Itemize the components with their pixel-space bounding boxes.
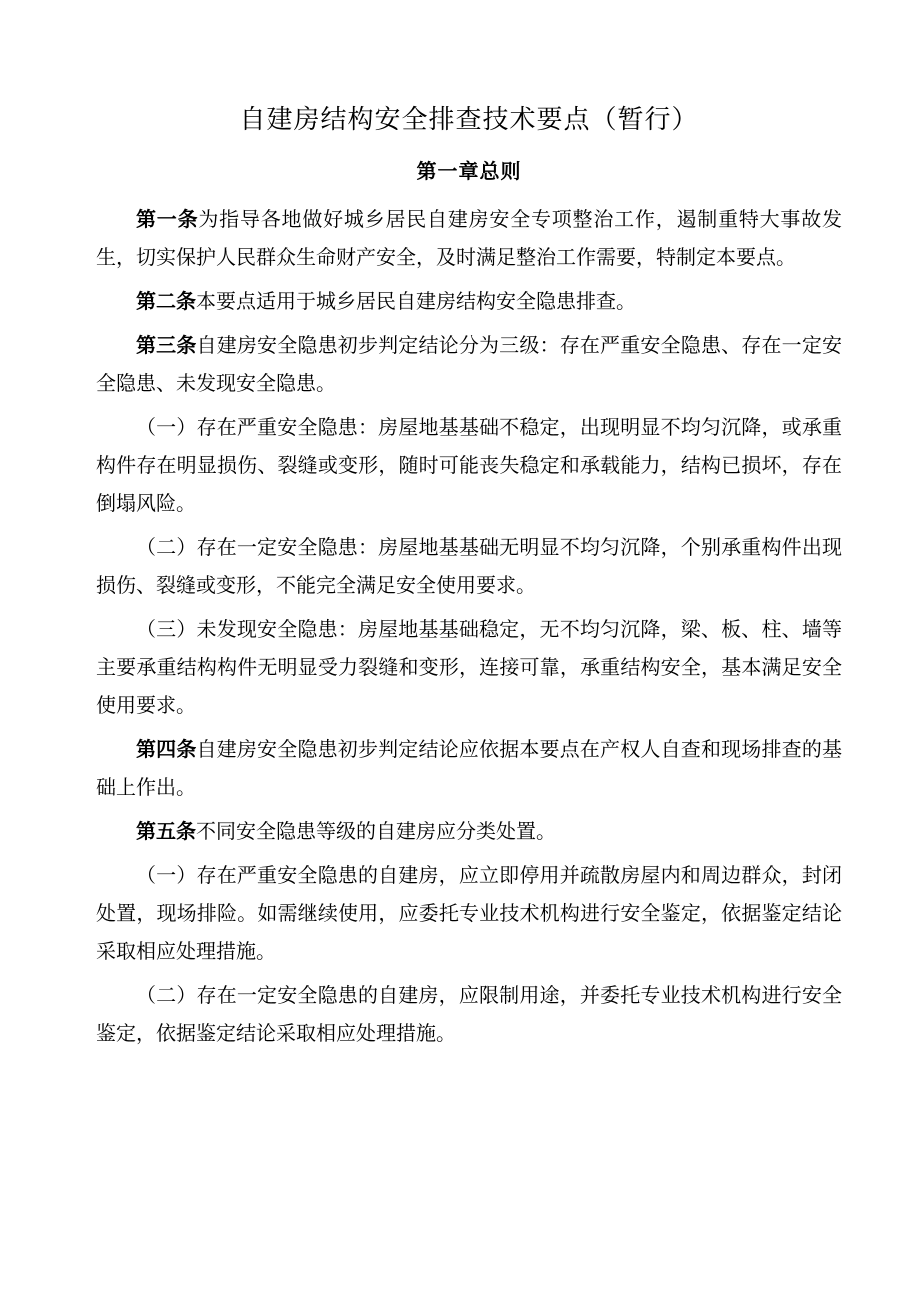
article-5-item-2: [96, 976, 842, 1052]
article-text: 为指导各地做好城乡居民自建房安全专项整治工作，遏制重特大事故发生，切实保护人民群众生命财产安全，及时满足整治工作需要，特制定本要点。: [96, 207, 843, 269]
article-3-item-1: [96, 408, 842, 522]
article-label: 第二条: [136, 289, 196, 313]
item-text: （二）存在一定安全隐患：房屋地基基础无明显不均匀沉降，个别承重构件出现损伤、裂缝或变形，不能完全满足安全使用要求。: [96, 535, 842, 597]
item-text: （一）存在严重安全隐患：房屋地基基础不稳定，出现明显不均匀沉降，或承重构件存在明显损伤、裂缝或变形，随时可能丧失稳定和承载能力，结构已损坏，存在倒塌风险。: [96, 415, 842, 515]
document-page: [96, 98, 842, 1058]
article-text: 自建房安全隐患初步判定结论分为三级：存在严重安全隐患、存在一定安全隐患、未发现安全隐患。: [96, 333, 843, 395]
item-text: （二）存在一定安全隐患的自建房，应限制用途，并委托专业技术机构进行安全鉴定，依据鉴定结论采取相应处理措施。: [96, 983, 842, 1045]
article-4: [96, 730, 842, 806]
article-3-item-2: [96, 528, 842, 604]
article-5-item-1: [96, 856, 842, 970]
chapter-title: 第一章总则: [416, 159, 522, 183]
article-label: 第一条: [136, 207, 199, 231]
article-1: [96, 200, 842, 276]
article-text: 不同安全隐患等级的自建房应分类处置。: [196, 819, 556, 843]
article-label: 第四条: [136, 737, 197, 761]
article-label: 第五条: [136, 819, 196, 843]
article-2: [96, 282, 842, 320]
item-text: （三）未发现安全隐患：房屋地基基础稳定，无不均匀沉降，梁、板、柱、墙等主要承重结构构件无明显受力裂缝和变形，连接可靠，承重结构安全，基本满足安全使用要求。: [96, 617, 842, 717]
article-3-item-3: [96, 610, 842, 724]
item-text: （一）存在严重安全隐患的自建房，应立即停用并疏散房屋内和周边群众，封闭处置，现场排险。如需继续使用，应委托专业技术机构进行安全鉴定，依据鉴定结论采取相应处理措施。: [96, 863, 842, 963]
article-3: [96, 326, 842, 402]
article-5: [96, 812, 842, 850]
article-label: 第三条: [136, 333, 197, 357]
article-text: 自建房安全隐患初步判定结论应依据本要点在产权人自查和现场排查的基础上作出。: [96, 737, 843, 799]
article-text: 本要点适用于城乡居民自建房结构安全隐患排查。: [196, 289, 636, 313]
document-title: 自建房结构安全排查技术要点（暂行）: [239, 105, 699, 135]
